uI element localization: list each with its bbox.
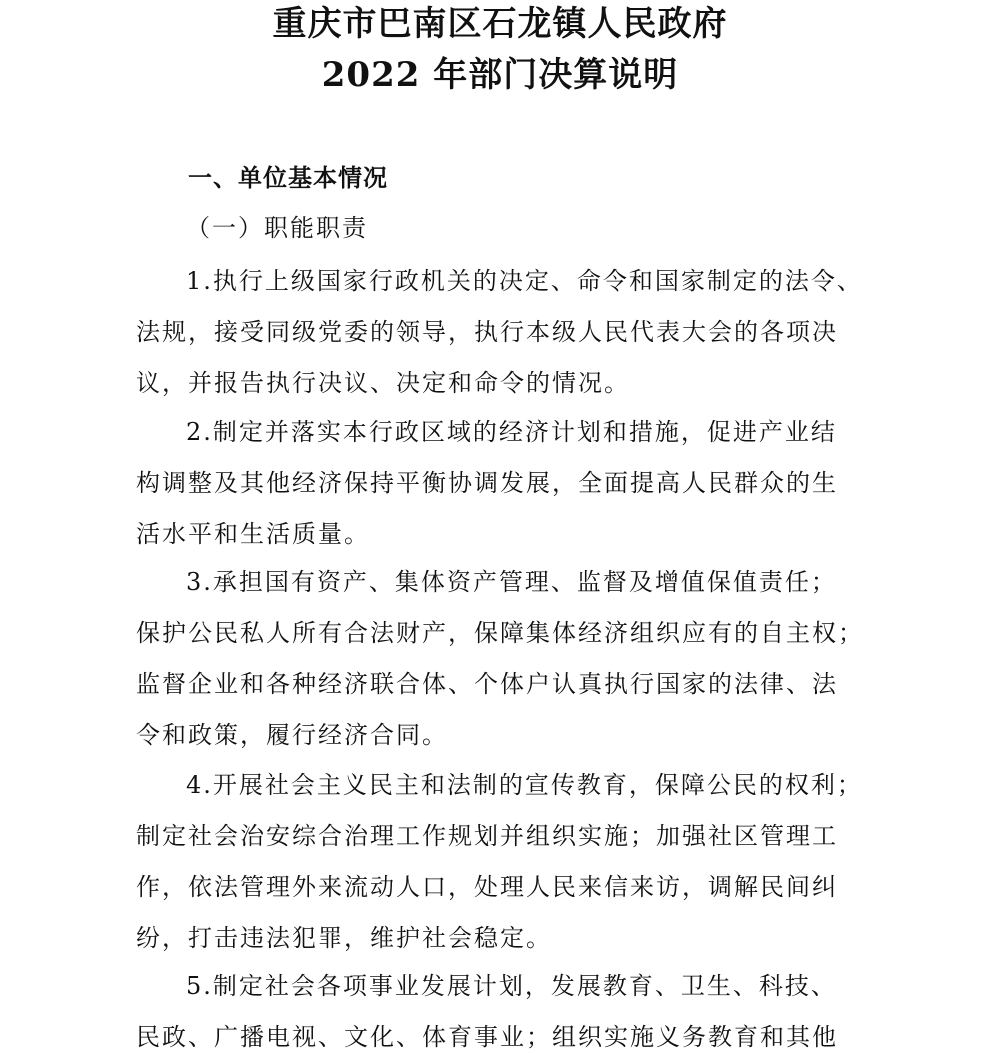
section-heading: 一、单位基本情况 [188, 164, 388, 192]
paragraph-line: 2.制定并落实本行政区域的经济计划和措施，促进产业结 [186, 418, 837, 446]
paragraph-line: 5.制定社会各项事业发展计划，发展教育、卫生、科技、 [186, 972, 837, 1000]
paragraph-line: 制定社会治安综合治理工作规划并组织实施；加强社区管理工 [136, 822, 838, 850]
paragraph-line: 议，并报告执行决议、决定和命令的情况。 [136, 369, 630, 397]
paragraph-2 [136, 407, 900, 560]
paragraph-line: 4.开展社会主义民主和法制的宣传教育，保障公民的权利； [186, 771, 863, 799]
paragraph-line: 令和政策，履行经济合同。 [136, 721, 448, 749]
paragraph-line: 民政、广播电视、文化、体育事业；组织实施义务教育和其他 [136, 1023, 838, 1051]
paragraph-line: 保护公民私人所有合法财产，保障集体经济组织应有的自主权； [136, 619, 864, 647]
paragraph-line: 监督企业和各种经济联合体、个体户认真执行国家的法律、法 [136, 670, 838, 698]
paragraph-line: 构调整及其他经济保持平衡协调发展，全面提高人民群众的生 [136, 469, 838, 497]
paragraph-line: 1.执行上级国家行政机关的决定、命令和国家制定的法令、 [186, 267, 863, 295]
paragraph-line: 作，依法管理外来流动人口，处理人民来信来访，调解民间纠 [136, 873, 838, 901]
paragraph-3 [136, 557, 900, 761]
paragraph-1 [136, 256, 900, 409]
paragraph-4 [136, 760, 900, 964]
document-title-line-2: 2022 年部门决算说明 [321, 55, 679, 95]
paragraph-line: 3.承担国有资产、集体资产管理、监督及增值保值责任； [186, 568, 837, 596]
sub-heading: （一）职能职责 [186, 214, 368, 242]
document-title-line-1: 重庆市巴南区石龙镇人民政府 [272, 4, 728, 44]
paragraph-line: 活水平和生活质量。 [136, 520, 370, 548]
paragraph-line: 法规，接受同级党委的领导，执行本级人民代表大会的各项决 [136, 318, 838, 346]
paragraph-line: 纷，打击违法犯罪，维护社会稳定。 [136, 924, 552, 952]
paragraph-5 [136, 961, 900, 1053]
